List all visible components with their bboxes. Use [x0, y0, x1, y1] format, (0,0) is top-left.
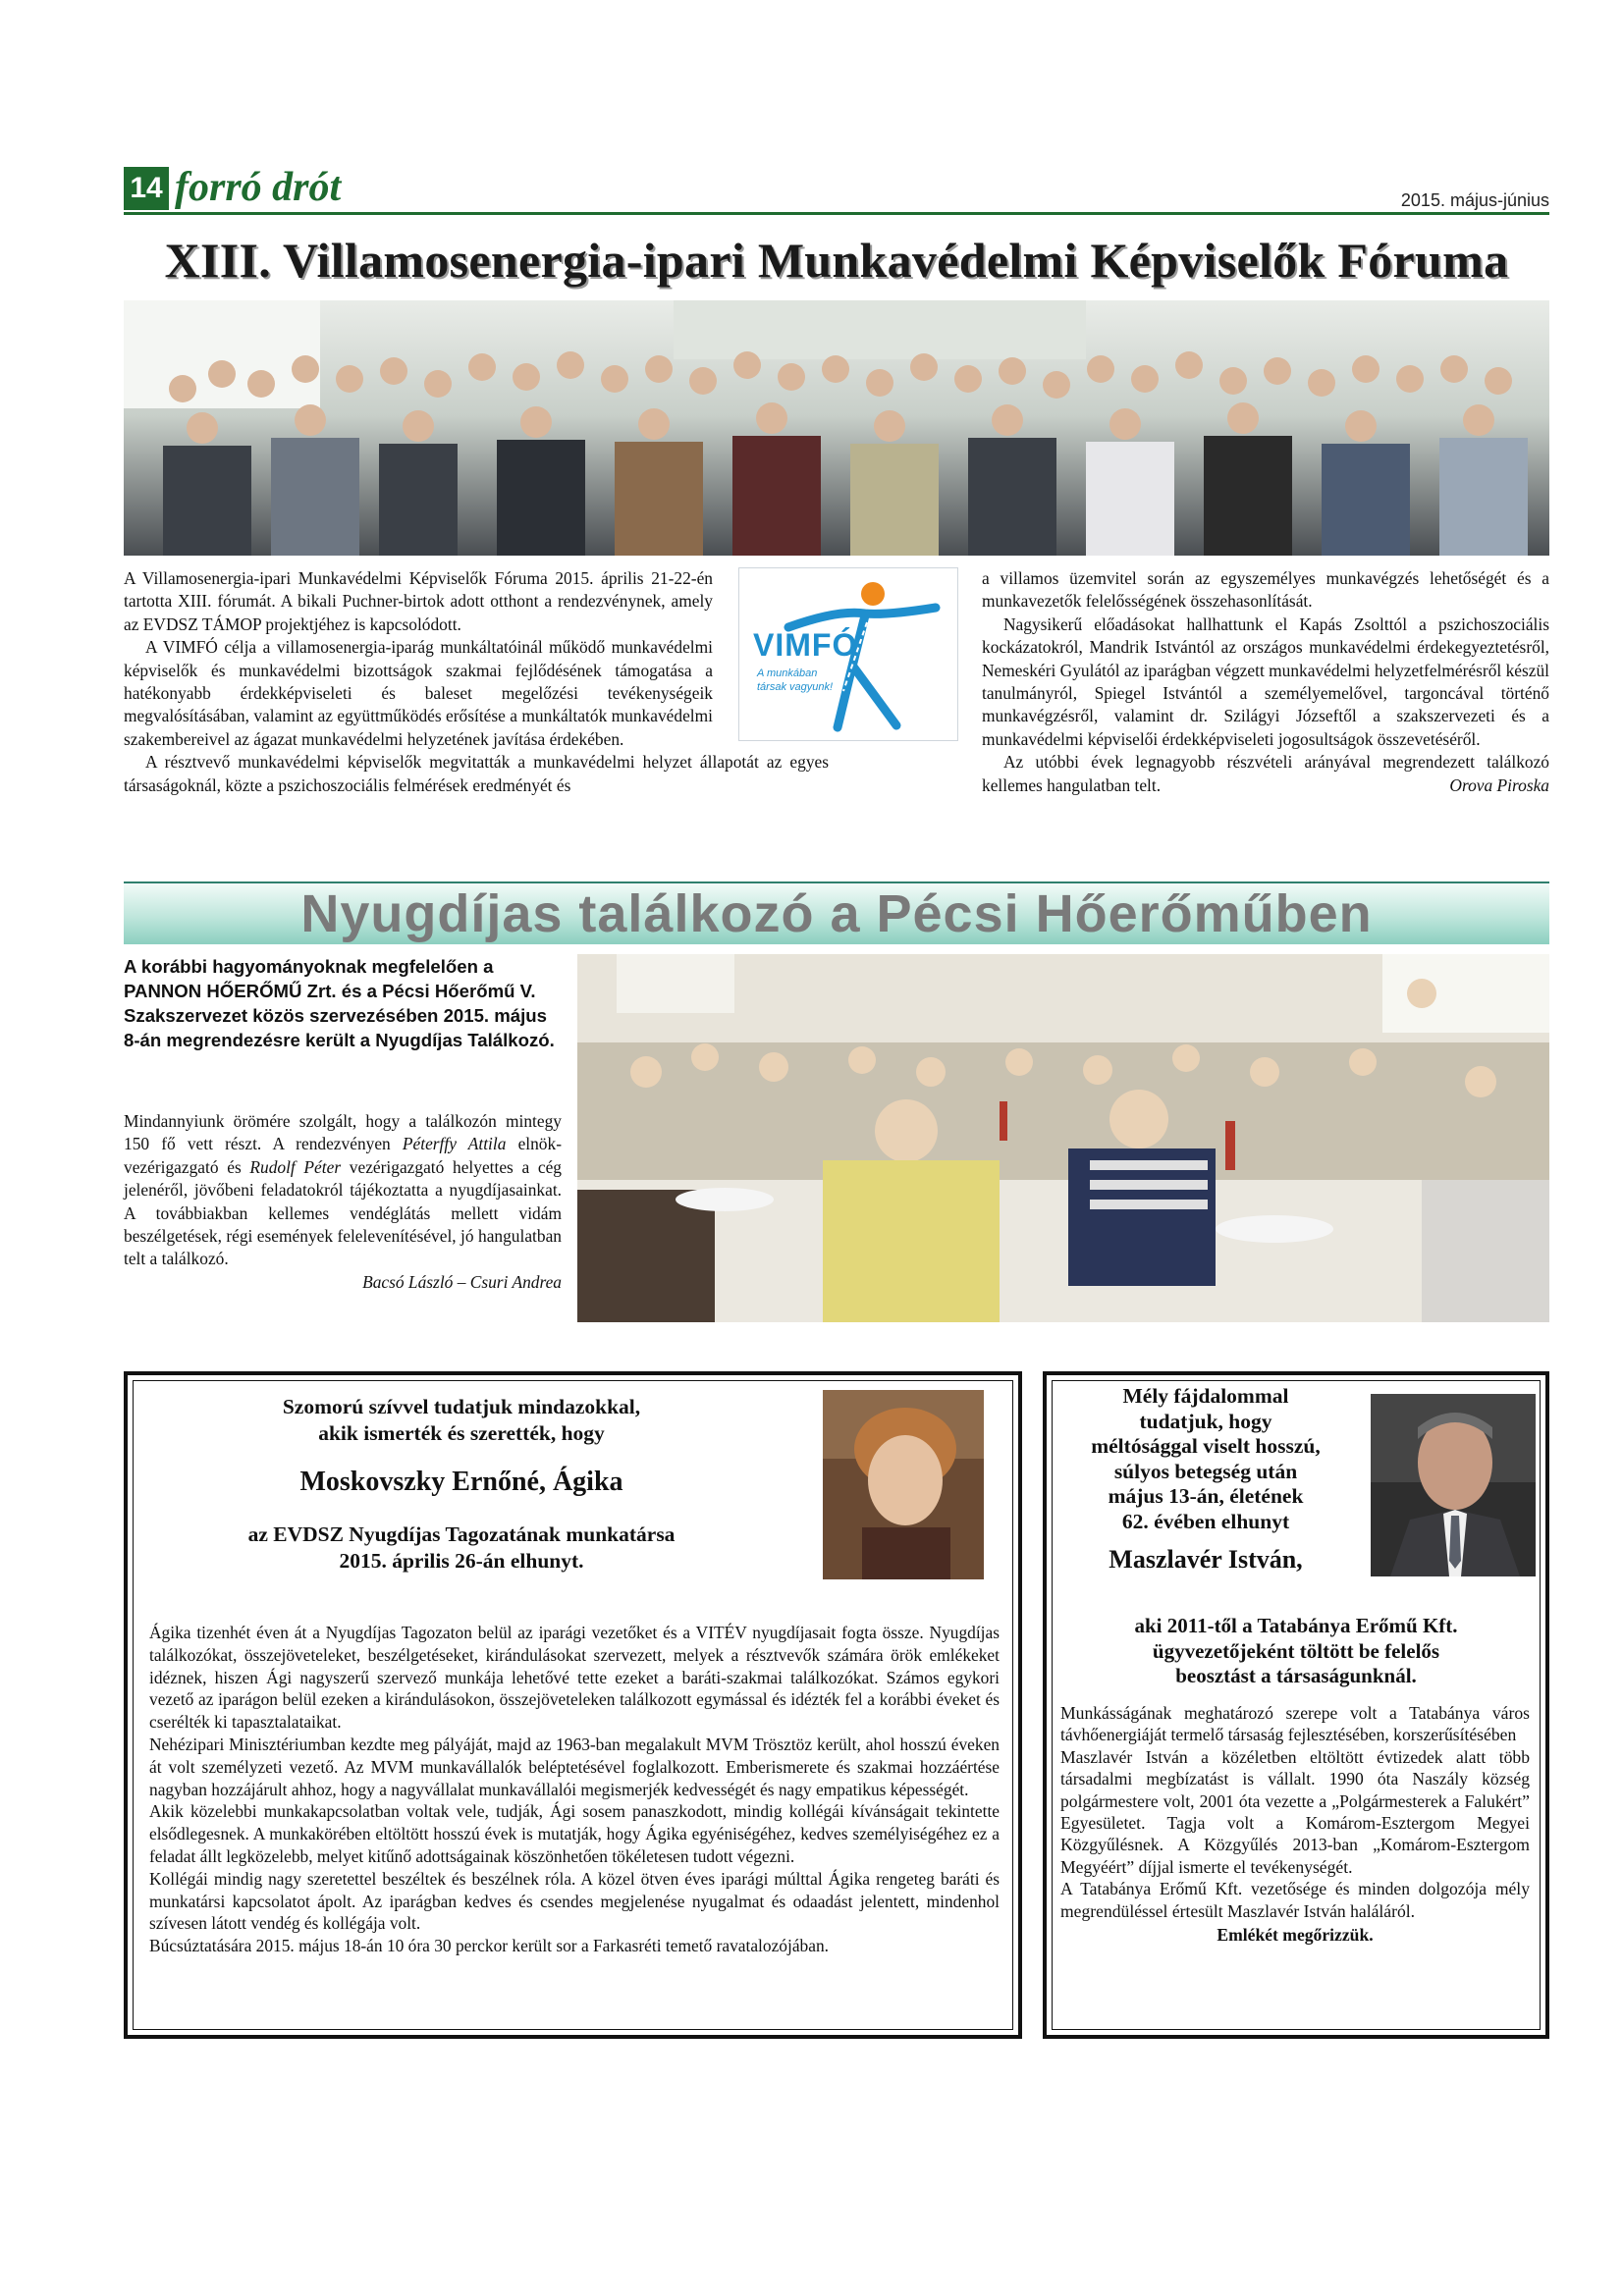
article2-lead: A korábbi hagyományoknak megfelelően a PANNON HŐERŐMŰ Zrt. és a Pécsi Hőerőmű V. Szakszervezet közös szervezésében 2015. május 8-án megrendezésre került a Nyugdíjas Találkozó. — [124, 956, 555, 1050]
group-photo — [124, 300, 1549, 556]
obituary2-heading-line: tudatjuk, hogy — [1139, 1409, 1272, 1433]
obituary1-paragraph: Kollégái mindig nagy szeretettel beszéltek és beszélnek róla. A közel ötven éves iparági múlttal Ágika rengeteg baráti és munkatársi kapcsolatot ápolt. Az iparágban kedves és csendes megjelenése nyugalmat és odaadást jelentett, mindenhol szívesen látott vendég és kollégája volt. — [149, 1868, 1000, 1934]
article1-col1-paragraph: A résztvevő munkavédelmi képviselők megvitatták a munkavédelmi helyzet állapotát az egyes társaságoknál, közte a pszichoszociális felmérések eredményét és — [124, 752, 829, 795]
obituary1-date-line: 2015. április 26-án elhunyt. — [339, 1549, 584, 1573]
article1-col1-paragraph: A Villamosenergia-ipari Munkavédelmi Képviselők Fóruma 2015. április 21-22-én tartotta XIII. fórumát. A bikali Puchner-birtok adott otthont a rendezvénynek, amely az EVDSZ TÁMOP projektjéhez is kapcsolódott. — [124, 568, 713, 634]
article2-body-text: vezérigazgató helyettes a cég jelenéről, jövőbeni feladatokról tájékoztatta a nyugdíjasainkat. A továbbiakban kellemes vendéglátás mellett vidám beszélgetések, régi események felelevenítésével, jó hangulatban telt a találkozó. — [124, 1156, 563, 1269]
obituary2-closing: Emlékét megőrizzük. — [1217, 1925, 1374, 1946]
obituary2-paragraph: A Tatabánya Erőmű Kft. vezetősége és minden dolgozója mély megrendüléssel értesült Maszlavér István haláláról. — [1060, 1879, 1530, 1921]
obituary2-portrait — [1371, 1394, 1536, 1576]
obituary2-body — [1060, 1702, 1530, 1946]
issue-date: 2015. május-június — [1400, 190, 1549, 210]
obituary2-subheading-line: beosztást a társaságunknál. — [1175, 1664, 1417, 1687]
obituary1-heading — [177, 1394, 746, 1447]
retirees-photo — [577, 954, 1549, 1322]
obituary2-heading — [1058, 1384, 1353, 1534]
article1-title: XIII. Villamosenergia-ipari Munkavédelmi Képviselők Fóruma — [164, 233, 1509, 288]
obituary1-role-line: az EVDSZ Nyugdíjas Tagozatának munkatársa — [247, 1522, 676, 1546]
masthead-title: forró drót — [175, 165, 342, 210]
article2-body — [124, 1110, 562, 1294]
article2-person-name: Rudolf Péter — [249, 1156, 342, 1177]
article1-col2-paragraph: Az utóbbi évek legnagyobb részvételi arányával megrendezett találkozó kellemes hangulatban telt. — [982, 752, 1549, 795]
obituary2-heading-line: súlyos betegség után — [1113, 1459, 1298, 1483]
article2-signature: Bacsó László – Csuri Andrea — [362, 1271, 562, 1292]
article1-col2-paragraph: a villamos üzemvitel során az egyszemélyes munkavégzés lehetőségét és a munkavezetők felelősségének összehasonlítását. — [982, 568, 1549, 612]
obituary1-role — [177, 1522, 746, 1575]
obituary1-paragraph: Nehézipari Minisztériumban kezdte meg pályáját, majd az 1963-ban megalakult MVM Trösztöz került, ahol hosszú éveken át volt személyzeti vezető. Az MVM munkavállalók beléptetésével foglalkozott. Emberismerete és szakmai hozzáértése nagyban hozzájárult ahhoz, hogy a nagyvállalat munkavállalói megismerjék kedvességét és nagy empatikus képességét. — [149, 1734, 1000, 1799]
obituary2-name: Maszlavér István, — [1109, 1545, 1303, 1574]
article2-body-paragraph — [124, 1110, 562, 1271]
vimfo-logo — [738, 567, 958, 741]
obituary2-subheading-line: aki 2011-től a Tatabánya Erőmű Kft. — [1134, 1614, 1458, 1637]
obituary2-subheading-line: ügyvezetőjeként töltött be felelős — [1152, 1638, 1440, 1663]
article2-body-text: Mindannyiunk örömére szolgált, hogy a találkozón mintegy 150 fő vett részt. A rendezvényen — [124, 1111, 562, 1154]
obituary1-name: Moskovszky Ernőné, Ágika — [299, 1467, 623, 1497]
obituary1-heading-line: Szomorú szívvel tudatjuk mindazokkal, — [282, 1395, 641, 1418]
vimfo-logo-name: VIMFÓ — [753, 627, 858, 663]
obituary2-heading-line: Mély fájdalommal — [1122, 1384, 1289, 1408]
article2-title: Nyugdíjas találkozó a Pécsi Hőerőműben — [300, 884, 1373, 943]
obituary2-subheading — [1058, 1614, 1534, 1689]
obituary2-paragraph: Munkásságának meghatározó szerepe volt a Tatabánya város távhőenergiáját termelő társaság fejlesztésében, korszerűsítésében — [1060, 1703, 1530, 1745]
obituary1-paragraph: Akik közelebbi munkakapcsolatban voltak vele, tudják, Ági sosem panaszkodott, mindig kollégái kívánságait tekintette elsődlegesnek. A munkakörében eltöltött hosszú évek is mutatják, hogy Ágika egyéniségéhez, kedves személyiségéhez ez a feladat állt legközelebb, melyet kitűnő adottságainak köszönhetően tökéletesen tudott végezni. — [149, 1801, 1000, 1866]
obituary2-heading-line: május 13-án, életének — [1108, 1484, 1304, 1508]
article1-signature: Orova Piroska — [1449, 775, 1549, 796]
article2-body-text: elnök-vezérigazgató és — [124, 1134, 562, 1177]
vimfo-logo-tagline: A munkában társak vagyunk! — [757, 667, 834, 693]
obituary2-paragraph: Maszlavér István a közéletben eltöltött évtizedek alatt több társadalmi megbízatást is vállalt. 1990 óta Naszály község polgármestere volt, 2001 óta vezette a „Polgármesterek a Falukért” Egyesületet. Tagja volt a Komárom-Esztergom Megyei Közgyűlésnek. A Közgyűlés 2013-ban „Komárom-Esztergom Megyéért” díjjal ismerte el tevékenységét. — [1060, 1746, 1530, 1877]
obituary1-paragraph: Ágika tizenhét éven át a Nyugdíjas Tagozaton belül az iparági vezetőket és a VITÉV nyugdíjasait fogta össze. Nyugdíjas találkozókat, összejöveteleket, beszélgetéseket, kirándulásokat szervezett, melyek a résztvevők számára örök emlékeket idéznek, hiszen Ági nagyszerű szervező munkája lehetővé tette ezeket a baráti-szakmai találkozókat. Számos egykori vezető az iparágon belül ezeken a kirándulásokon, összejöveteleken találkozott egymással és idézték fel a korábbi éveket és cserélték ki tapasztalataikat. — [149, 1623, 1000, 1733]
article1-column2 — [982, 567, 1549, 797]
obituary1-paragraph: Búcsúztatására 2015. május 18-án 10 óra 30 perckor került sor a Farkasréti temető ravatalozójában. — [149, 1936, 829, 1956]
obituary1-portrait — [823, 1390, 984, 1579]
article2-person-name: Péterffy Attila — [402, 1134, 507, 1154]
page-number: 14 — [124, 167, 169, 210]
obituary1-body — [149, 1622, 1000, 1957]
article1-col1-paragraph: A VIMFÓ célja a villamosenergia-iparág munkáltatóinál működő munkavédelmi képviselők és munkavédelmi bizottságok szakmai fejlődésének támogatása a hatékonyabb érdekképviseleti és baleset megelőzési tevékenységeik megvalósításában, valamint az együttműködés erősítése a munkáltatók munkavédelmi szakembereivel az ágazat munkavédelmi helyzetének javítása érdekében. — [124, 637, 713, 749]
article1-col2-paragraph: Nagysikerű előadásokat hallhattunk el Kapás Zsolttól a pszichoszociális kockázatokról, Mandrik Istvántól az országos munkavédelmi érdekegyeztetésről, Nemeskéri Gyulától az iparágban végzett munkavédelmi helyzetfelmérésről készül tanulmányról, Spiegel Istvántól a személyemelővel, targoncával történő munkavégzésről, valamint dr. Szilágyi Józseftől a szakszervezeti és a munkavédelmi képviselői érdekképviseleti jogosultságok összevetéséről. — [982, 614, 1550, 749]
obituary1-heading-line: akik ismerték és szerették, hogy — [318, 1421, 605, 1445]
masthead-rule — [124, 212, 1549, 215]
obituary2-heading-line: méltósággal viselt hosszú, — [1091, 1434, 1321, 1458]
obituary2-heading-line: 62. évében elhunyt — [1121, 1509, 1290, 1533]
